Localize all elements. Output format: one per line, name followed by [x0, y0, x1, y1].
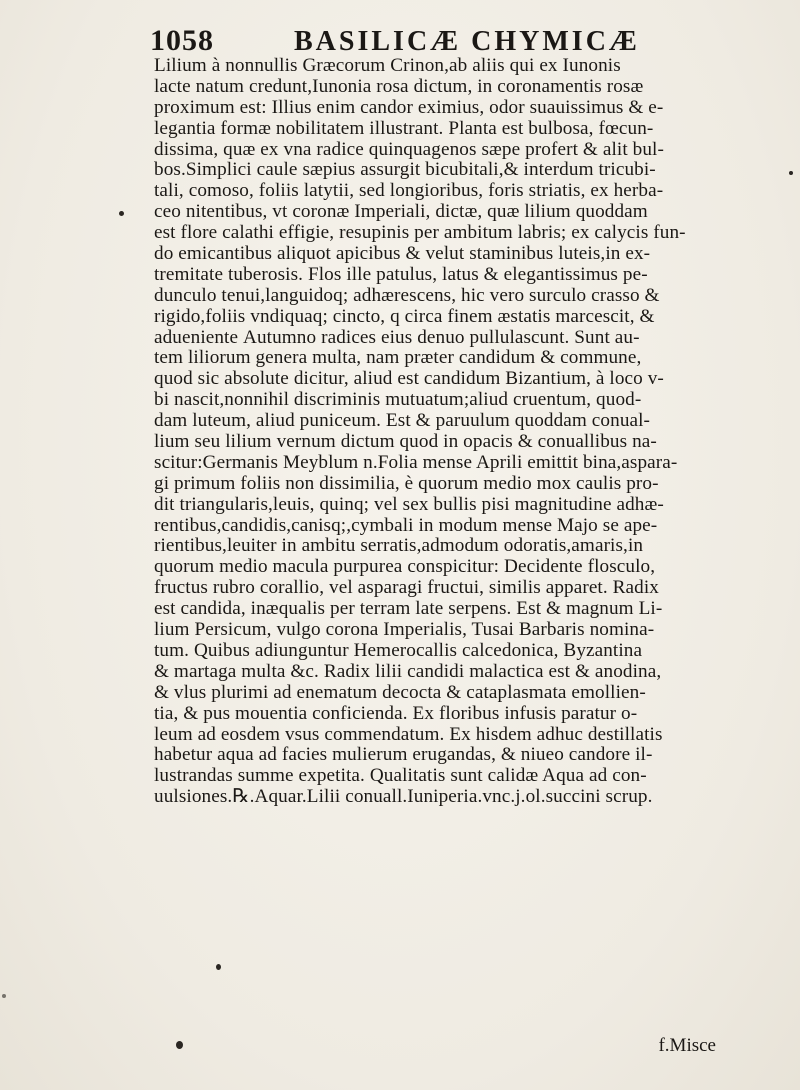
text-line: do emicantibus aliquot apicibus & velut staminibus luteis,in ex-: [154, 244, 651, 265]
text-line: lustrandas summe expetita. Qualitatis sunt calidæ Aqua ad con-: [154, 766, 647, 787]
text-line: legantia formæ nobilitatem illustrant. Planta est bulbosa, fœcun-: [154, 118, 654, 139]
text-line: lacte natum credunt,Iunonia rosa dictum, in coronamentis rosæ: [154, 76, 644, 97]
text-line: tum. Quibus adiunguntur Hemerocallis calcedonica, Byzantina: [154, 640, 643, 661]
catchword: f.Misce: [658, 1035, 716, 1056]
text-line: tem liliorum genera multa, nam præter candidum & commune,: [154, 348, 642, 369]
text-line: ceo nitentibus, vt coronæ Imperiali, dictæ, quæ lilium quoddam: [154, 202, 648, 223]
text-line: fructus rubro corallio, vel asparagi fructui, similis apparet. Radix: [154, 578, 659, 599]
text-line: uulsiones.℞.Aquar.Lilii conuall.Iuniperia.vnc.j.ol.succini scrup.: [154, 787, 653, 808]
ink-speck: [119, 211, 124, 216]
text-line: bos.Simplici caule sæpius assurgit bicubitali,& interdum tricubi-: [154, 160, 656, 181]
ink-speck: [176, 1041, 183, 1049]
text-line: dissima, quæ ex vna radice quinquagenos sæpe profert & alit bul-: [154, 139, 664, 160]
text-line: lium seu lilium vernum dictum quod in opacis & conuallibus na-: [154, 432, 657, 453]
text-line: rientibus,leuiter in ambitu serratis,admodum odoratis,amaris,in: [154, 536, 644, 557]
text-line: dunculo tenui,languidoq; adhærescens, hic vero surculo crasso &: [154, 285, 660, 306]
text-line: aduenientе Autumno radices eius denuo pullulascunt. Sunt au-: [154, 327, 640, 348]
ink-speck: [789, 171, 793, 175]
text-line: est flore calathi effigie, resupinis per ambitum labris; ex calycis fun-: [154, 223, 686, 244]
body-text: [154, 56, 720, 808]
text-line: dam luteum, aliud puniceum. Est & paruulum quoddam conual-: [154, 411, 651, 432]
text-line: habetur aqua ad facies mulierum erugandas, & niueo candore il-: [154, 745, 653, 766]
running-head: BASILICÆ CHYMICÆ: [294, 26, 640, 57]
text-line: gi primum foliis non dissimilia, è quorum medio mox caulis pro-: [154, 473, 659, 494]
text-line: tia, & pus mouentia conficienda. Ex floribus infusis paratur o-: [154, 703, 638, 724]
page-header: [150, 24, 710, 58]
text-line: & martaga multa &c. Radix lilii candidi malactica est & anodina,: [154, 661, 662, 682]
text-line: leum ad eosdem vsus commendatum. Ex hisdem adhuc destillatis: [154, 724, 663, 745]
text-line: scitur:Germanis Meyblum n.Folia mense Aprili emittit bina,aspara-: [154, 452, 678, 473]
page-number: 1058: [150, 24, 214, 57]
text-line: Lilium à nonnullis Græcorum Crinon,ab aliis qui ex Iunonis: [154, 56, 621, 76]
text-line: tali, comoso, foliis latytii, sed longioribus, foris striatis, ex herba-: [154, 181, 664, 202]
text-line: rentibus,candidis,canisq;,cymbali in modum mense Majo se ape-: [154, 515, 658, 536]
text-line: quod sic absolute dicitur, aliud est candidum Bizantium, à loco v-: [154, 369, 664, 390]
text-line: bi nascit,nonnihil discriminis mutuatum;aliud cruentum, quod-: [154, 390, 642, 411]
text-line: quorum medio macula purpurea conspicitur: Decidente flosculo,: [154, 557, 656, 578]
text-line: dit triangularis,leuis, quinq; vel sex bullis pisi magnitudine adhæ-: [154, 494, 664, 515]
text-line: rigido,foliis vndiquaq; cincto, q circa finem æstatis marcescit, &: [154, 306, 655, 327]
text-line: tremitate tuberosis. Flos ille patulus, latus & elegantissimus pe-: [154, 264, 648, 285]
text-line: lium Persicum, vulgo corona Imperialis, Tusai Barbaris nomina-: [154, 620, 655, 641]
text-line: est candida, inæqualis per terram late serpens. Est & magnum Li-: [154, 599, 663, 620]
text-line: proximum est: Illius enim candor eximius, odor suauissimus & e-: [154, 97, 664, 118]
ink-speck: [2, 994, 6, 998]
text-line: & vlus plurimi ad enematum decocta & cataplasmata emollien-: [154, 682, 646, 703]
ink-speck: [216, 964, 221, 970]
